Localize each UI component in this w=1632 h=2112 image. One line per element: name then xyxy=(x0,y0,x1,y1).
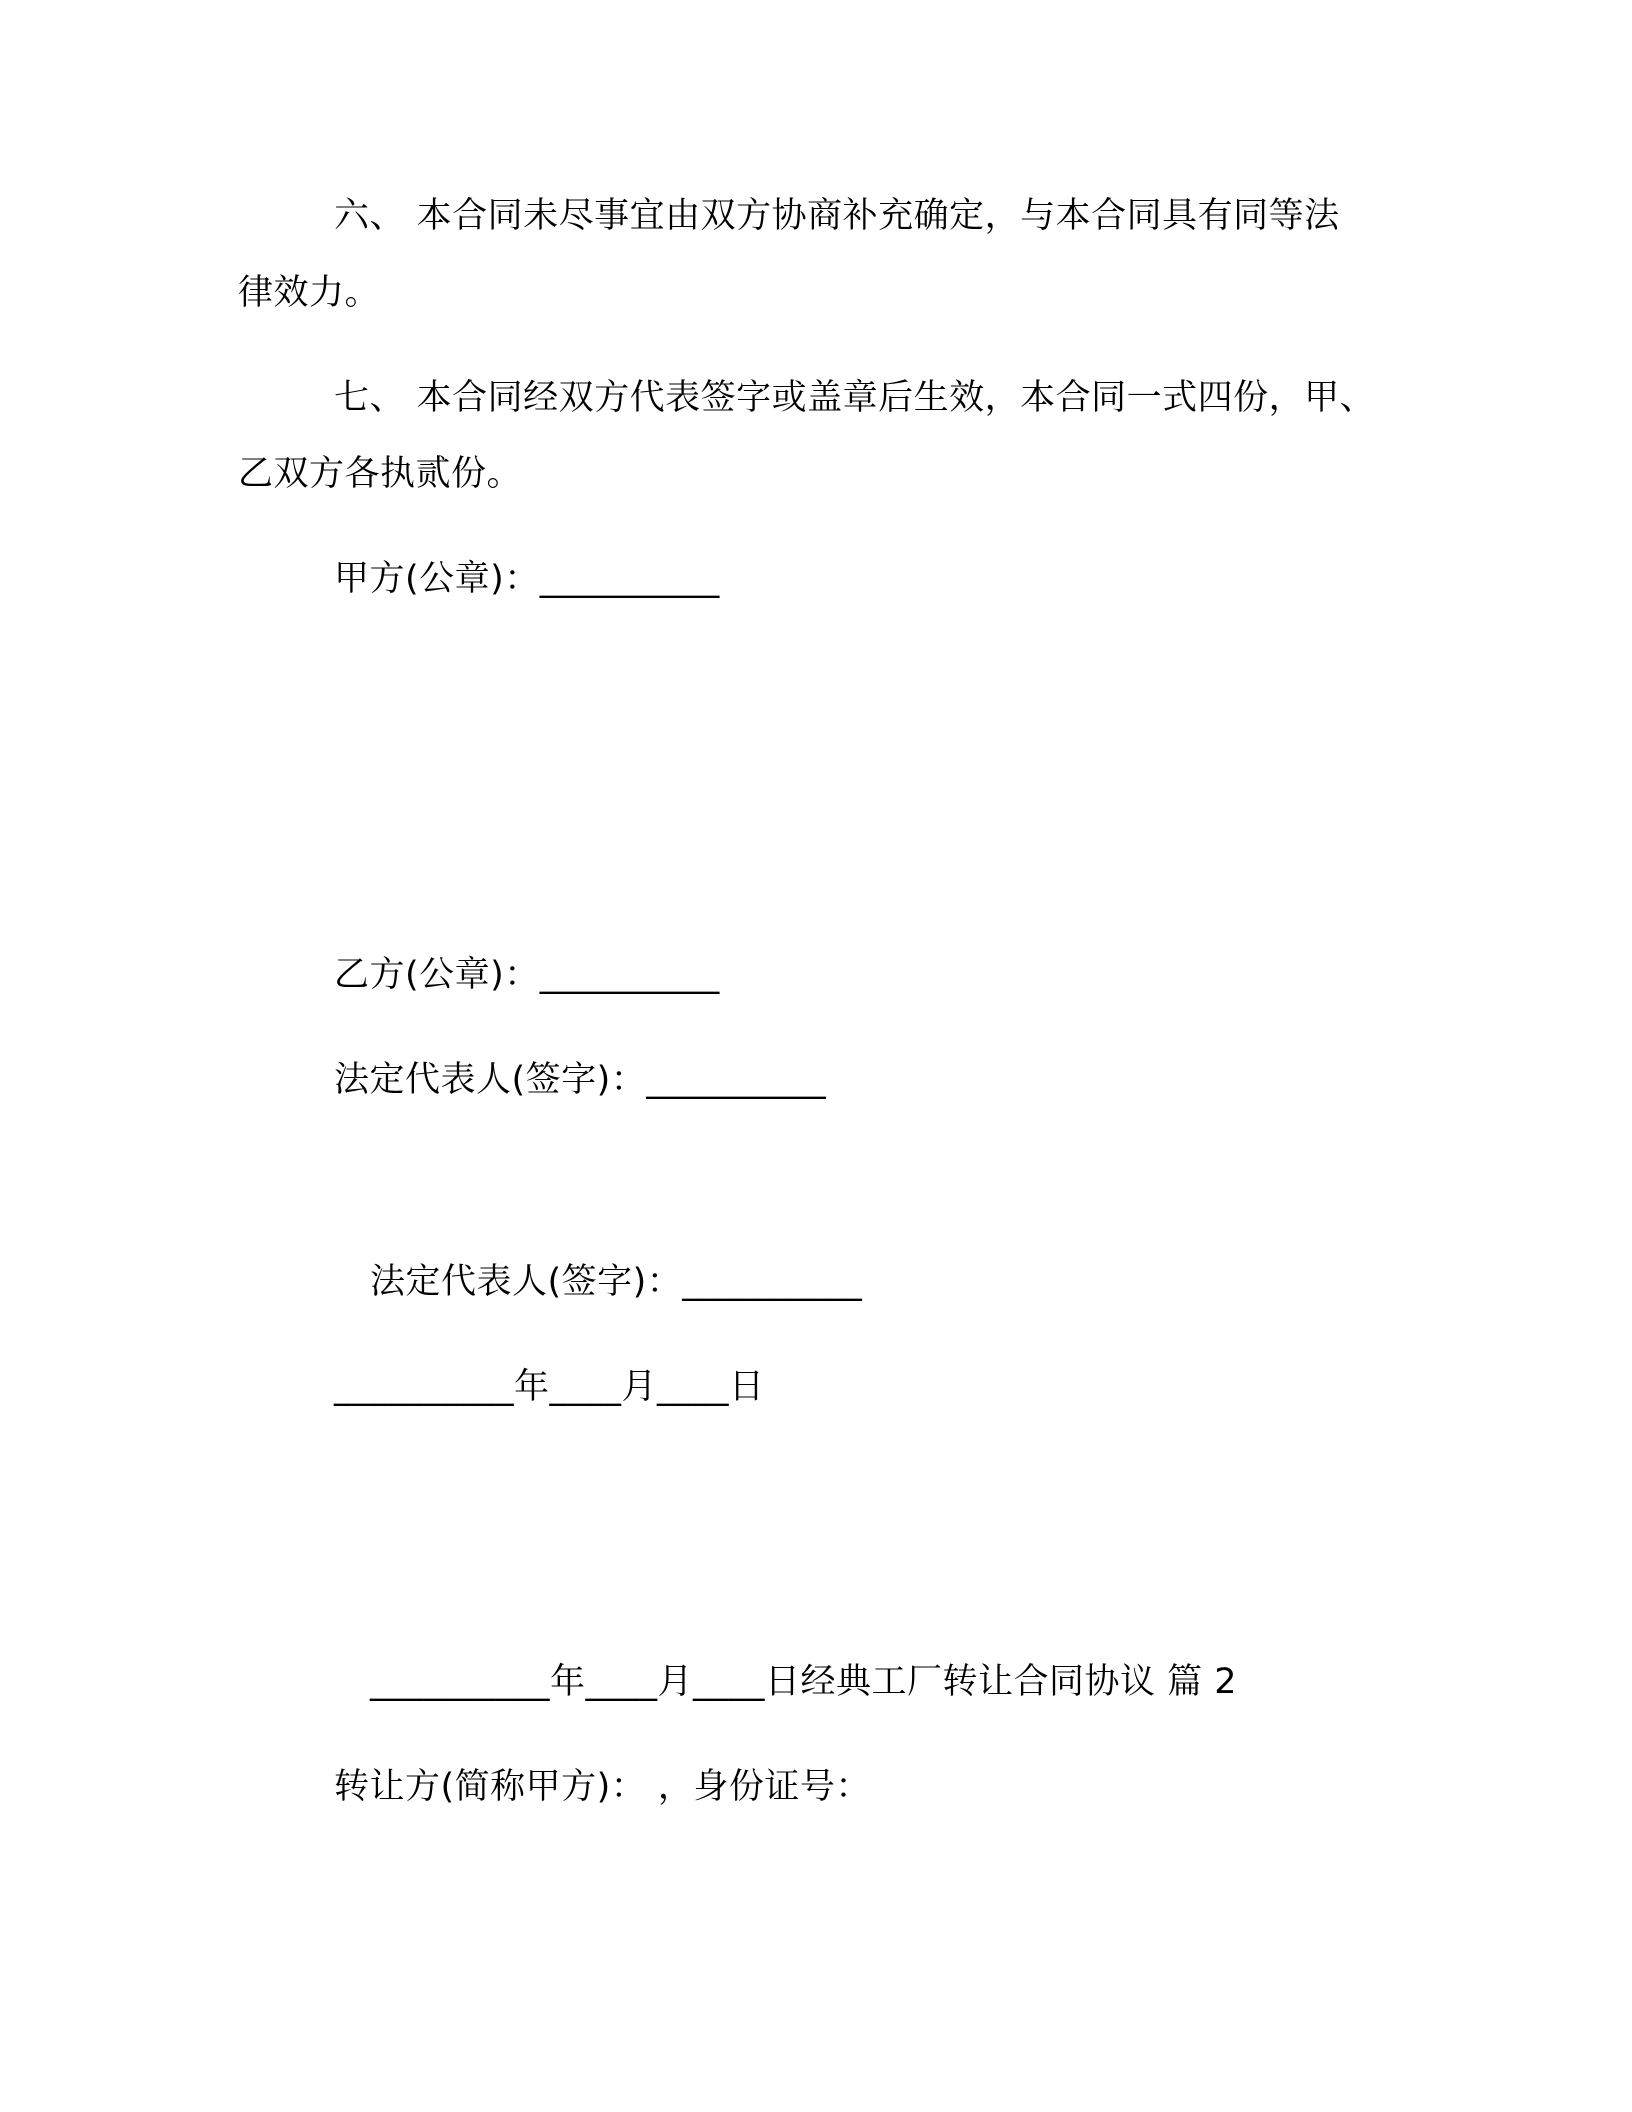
clause-7-line-1: 七、 本合同经双方代表签字或盖章后生效，本合同一式四份，甲、 xyxy=(334,378,1376,418)
clause-6-line-1: 六、 本合同未尽事宜由双方协商补充确定，与本合同具有同等法 xyxy=(334,196,1340,236)
clause-7-line-2: 乙双方各执贰份。 xyxy=(238,454,523,494)
section-heading-2: __________年____月____日经典工厂转让合同协议 篇 2 xyxy=(370,1662,1238,1702)
legal-representative-signature-2: 法定代表人(签字)：__________ xyxy=(370,1262,863,1302)
transferor-line: 转让方(简称甲方)： ，身份证号： xyxy=(334,1767,871,1807)
party-b-seal: 乙方(公章)：__________ xyxy=(334,955,720,995)
legal-representative-signature-1: 法定代表人(签字)：__________ xyxy=(334,1060,827,1100)
date-line: __________年____月____日 xyxy=(334,1367,765,1407)
clause-6-line-2: 律效力。 xyxy=(238,273,381,313)
party-a-seal: 甲方(公章)：__________ xyxy=(334,559,720,599)
